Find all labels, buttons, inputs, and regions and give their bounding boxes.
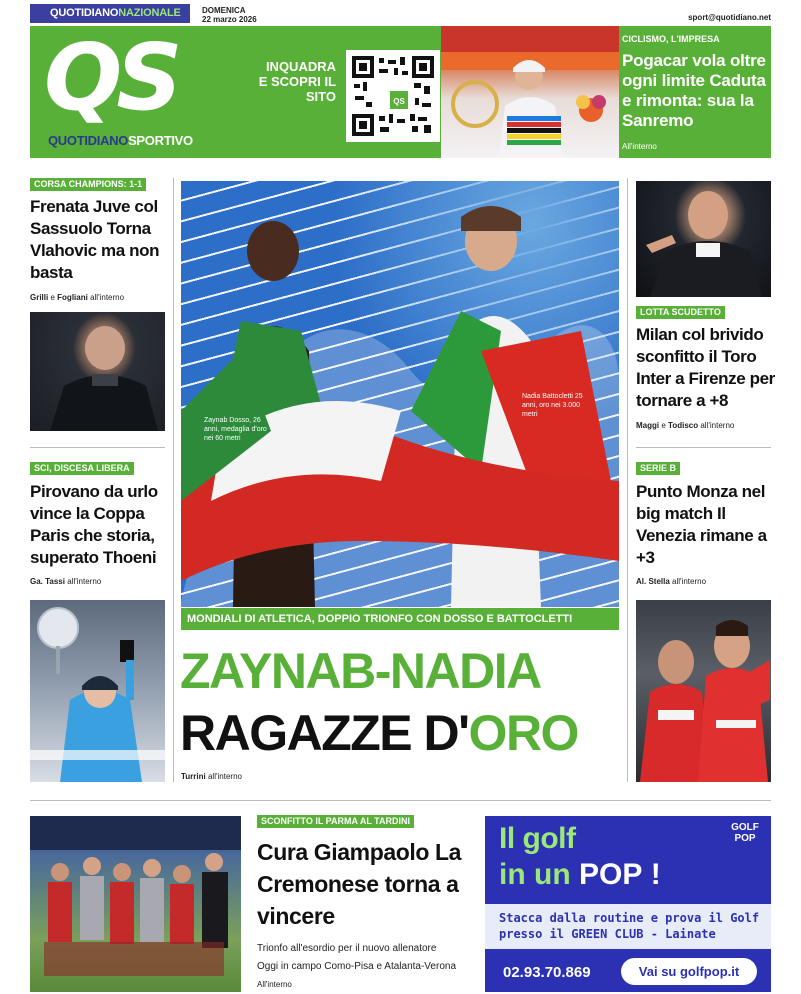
right-story2-headline[interactable]: Punto Monza nel big match Il Venezia rimane a +3 [636,482,767,567]
ad-line2-c: ! [650,858,661,891]
byline-tail: all'interno [207,772,242,781]
byline-author-b: Todisco [668,421,699,430]
byline-tail: all'interno [90,293,125,302]
date: 22 marzo 2026 [202,15,257,24]
right-divider [636,447,771,448]
masthead [30,26,771,158]
monza-players-photo[interactable] [636,600,771,782]
qr-code-icon[interactable] [346,50,440,142]
bottom-headline[interactable]: Cura Giampaolo La Cremonese torna a vincere [257,839,462,929]
milan-coach-photo[interactable] [636,181,771,297]
ad-line2-b: POP [578,858,643,891]
team-illustration [30,816,241,992]
coach-silhouette [30,312,165,431]
hero-kicker: CICLISMO, L'IMPRESA [622,34,720,44]
left-story2-kicker: SCI, DISCESA LIBERA [30,462,134,475]
byline-author-a: Turrini [181,772,206,781]
left-story2-headline[interactable]: Pirovano da urlo vince la Coppa Paris che storia, superato Thoeni [30,482,158,567]
ski-trophy-photo[interactable] [30,600,165,782]
left-column-rule [173,178,174,782]
day: DOMENICA [202,6,246,15]
left-story2-byline [30,577,101,586]
main-byline [181,772,242,781]
golfpop-logo [727,822,763,850]
caption-battocletti: Nadia Battocletti 25 anni, oro nei 3.000 metri [522,393,583,418]
ad-strip-text [499,910,759,942]
ad-strip-line2: presso il GREEN CLUB - Lainate [499,927,716,941]
hero-foot: All'interno [622,142,657,151]
right-story1-headline[interactable]: Milan col brivido sconfitto il Toro Inter a Firenze per tornare a +8 [636,325,775,410]
left-story1-kicker: CORSA CHAMPIONS: 1-1 [30,178,146,191]
main-kicker: MONDIALI DI ATLETICA, DOPPIO TRIONFO CON DOSSO E BATTOCLETTI [181,608,619,630]
milan-coach-illustration [636,181,771,297]
ad-strip-line1: Stacca dalla routine e prova il Golf [499,911,760,925]
pogacar-photo[interactable] [441,26,619,158]
right-story2-kicker: SERIE B [636,462,680,475]
left-story1-byline [30,293,124,302]
right-column-rule [627,178,628,782]
contact-email[interactable]: sport@quotidiano.net [688,13,771,22]
logo-line-b: POP [734,833,756,844]
summary-line-1: Trionfo all'esordio per il nuovo allenatore [257,943,437,954]
byline-tail: all'interno [700,421,735,430]
logo-subtitle [48,133,193,148]
brand-main: QUOTIDIANO [50,7,119,19]
ad-line1: Il golf [499,822,576,855]
bottom-foot: All'interno [257,980,292,989]
cyclist-illustration [441,26,619,158]
right-story2-byline [636,577,706,586]
skier-illustration [30,600,165,782]
qr-promo-text: INQUADRA E SCOPRI IL SITO [258,59,336,104]
brand-bar [30,4,190,23]
logo-sub-b: SPORTIVO [128,133,193,148]
hero-headline[interactable]: Pogacar vola oltre ogni limite Caduta e rimonta: sua la Sanremo [622,51,766,130]
main-headline-line2[interactable] [180,706,578,760]
brand-accent: NAZIONALE [118,7,181,19]
summary-line-2: Oggi in campo Como-Pisa e Atalanta-Verona [257,961,456,972]
players-illustration [636,600,771,782]
logo-sub-a: QUOTIDIANO [48,133,129,148]
main-headline-line1[interactable]: ZAYNAB-NADIA [180,643,541,699]
byline-author-a: Maggi [636,421,660,430]
byline-author-a: Grilli [30,293,49,302]
ad-info-strip [485,904,771,949]
byline-tail: all'interno [67,577,102,586]
bottom-kicker: SCONFITTO IL PARMA AL TARDINI [257,815,414,828]
ad-phone[interactable]: 02.93.70.869 [503,964,591,981]
right-story1-byline [636,421,734,430]
byline-author-b: Fogliani [57,293,88,302]
headline-part-a: RAGAZZE D' [180,705,469,761]
right-story1-kicker: LOTTA SCUDETTO [636,306,725,319]
caption-dosso: Zaynab Dosso, 26 anni, medaglia d'oro nei 60 metri [204,417,267,442]
bottom-summary [257,940,456,976]
ad-cta-button[interactable]: Vai su golfpop.it [621,958,757,985]
cremonese-team-photo[interactable] [30,816,241,992]
dateline [202,6,257,24]
qr-center-label: QS [388,89,410,111]
golfpop-advert[interactable] [485,816,771,992]
byline-conj: e [50,293,55,302]
left-divider [30,447,165,448]
left-story1-headline[interactable]: Frenata Juve col Sassuolo Torna Vlahovic ma non basta [30,197,160,282]
ad-line2 [499,858,661,892]
byline-conj: e [661,421,666,430]
bottom-divider [30,800,771,801]
byline-author-a: Ga. Tassi [30,577,65,586]
ad-line2-a: in un [499,858,579,891]
byline-tail: all'interno [672,577,707,586]
headline-part-b: ORO [468,705,578,761]
juve-coach-photo[interactable] [30,312,165,431]
byline-author-a: Al. Stella [636,577,670,586]
qs-logo[interactable]: QS [44,24,177,131]
logo-line-a: GOLF [731,822,759,833]
